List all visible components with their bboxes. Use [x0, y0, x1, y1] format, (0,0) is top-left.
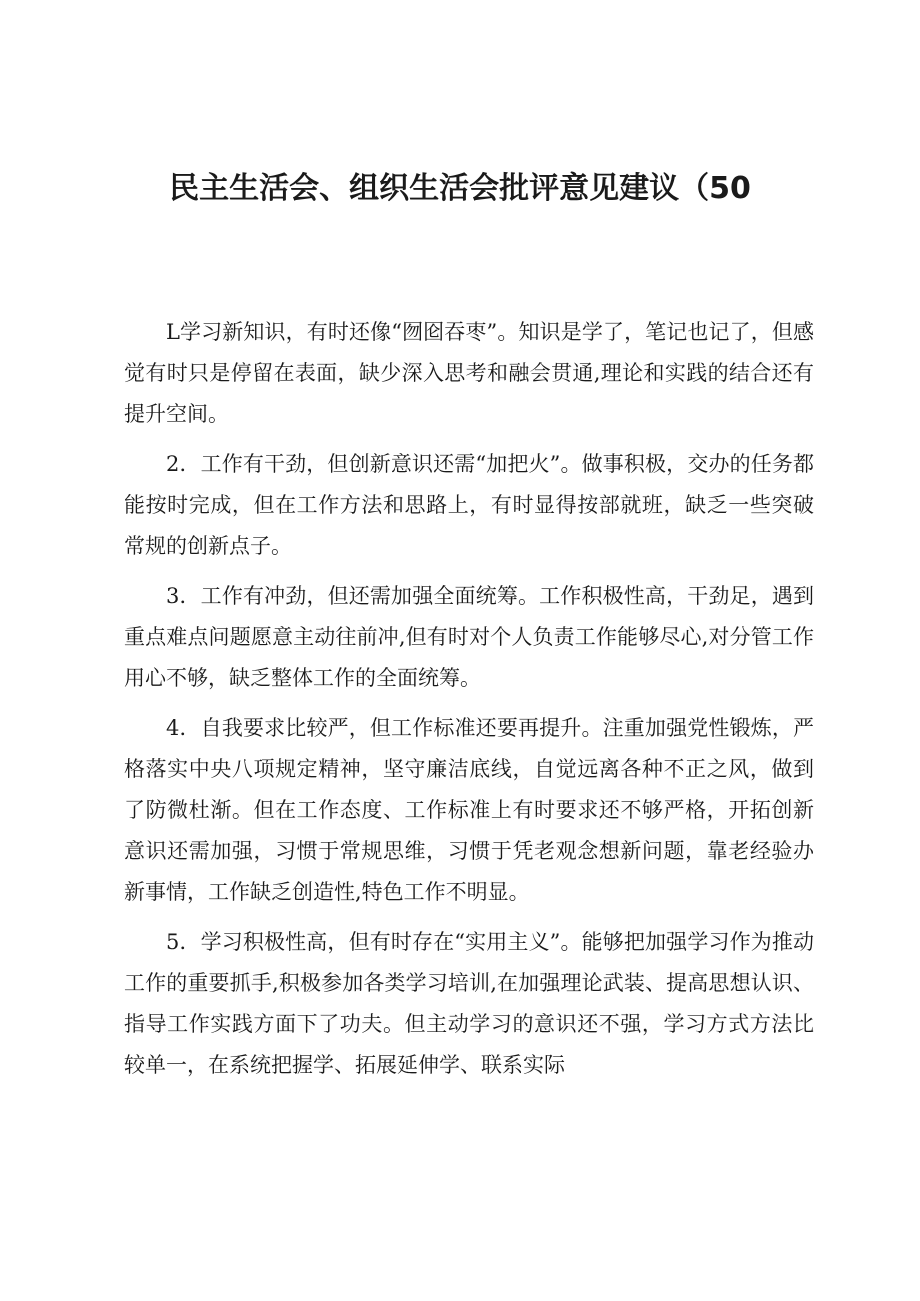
paragraph-1: L学习新知识，有时还像“囫囵吞枣”。知识是学了，笔记也记了，但感觉有时只是停留在表面，缺少深入思考和融会贯通,理论和实践的结合还有提升空间。: [124, 320, 814, 426]
paragraph-4: 4．自我要求比较严，但工作标准还要再提升。注重加强党性锻炼，严格落实中央八项规定精神，坚守廉洁底线，自觉远离各种不正之风，做到了防微杜渐。但在工作态度、工作标准上有时要求还不够严格，开拓创新意识还需加强，习惯于常规思维，习惯于凭老观念想新问题，靠老经验办新事情，工作缺乏创造性,特色工作不明显。: [124, 716, 814, 904]
paragraph-2: 2．工作有干劲，但创新意识还需“加把火”。做事积极，交办的任务都能按时完成，但在工作方法和思路上，有时显得按部就班，缺乏一些突破常规的创新点子。: [124, 452, 814, 558]
paragraph-3: 3．工作有冲劲，但还需加强全面统筹。工作积极性高，干劲足，遇到重点难点问题愿意主动往前冲,但有时对个人负责工作能够尽心,对分管工作用心不够，缺乏整体工作的全面统筹。: [124, 584, 814, 690]
paragraph-5: 5．学习积极性高，但有时存在“实用主义”。能够把加强学习作为推动工作的重要抓手,积极参加各类学习培训,在加强理论武装、提高思想认识、指导工作实践方面下了功夫。但主动学习的意识还不强，学习方式方法比较单一，在系统把握学、拓展延伸学、联系实际: [124, 930, 814, 1077]
document-title: 民主生活会、组织生活会批评意见建议（50: [169, 171, 751, 206]
document-body: [124, 312, 814, 1095]
